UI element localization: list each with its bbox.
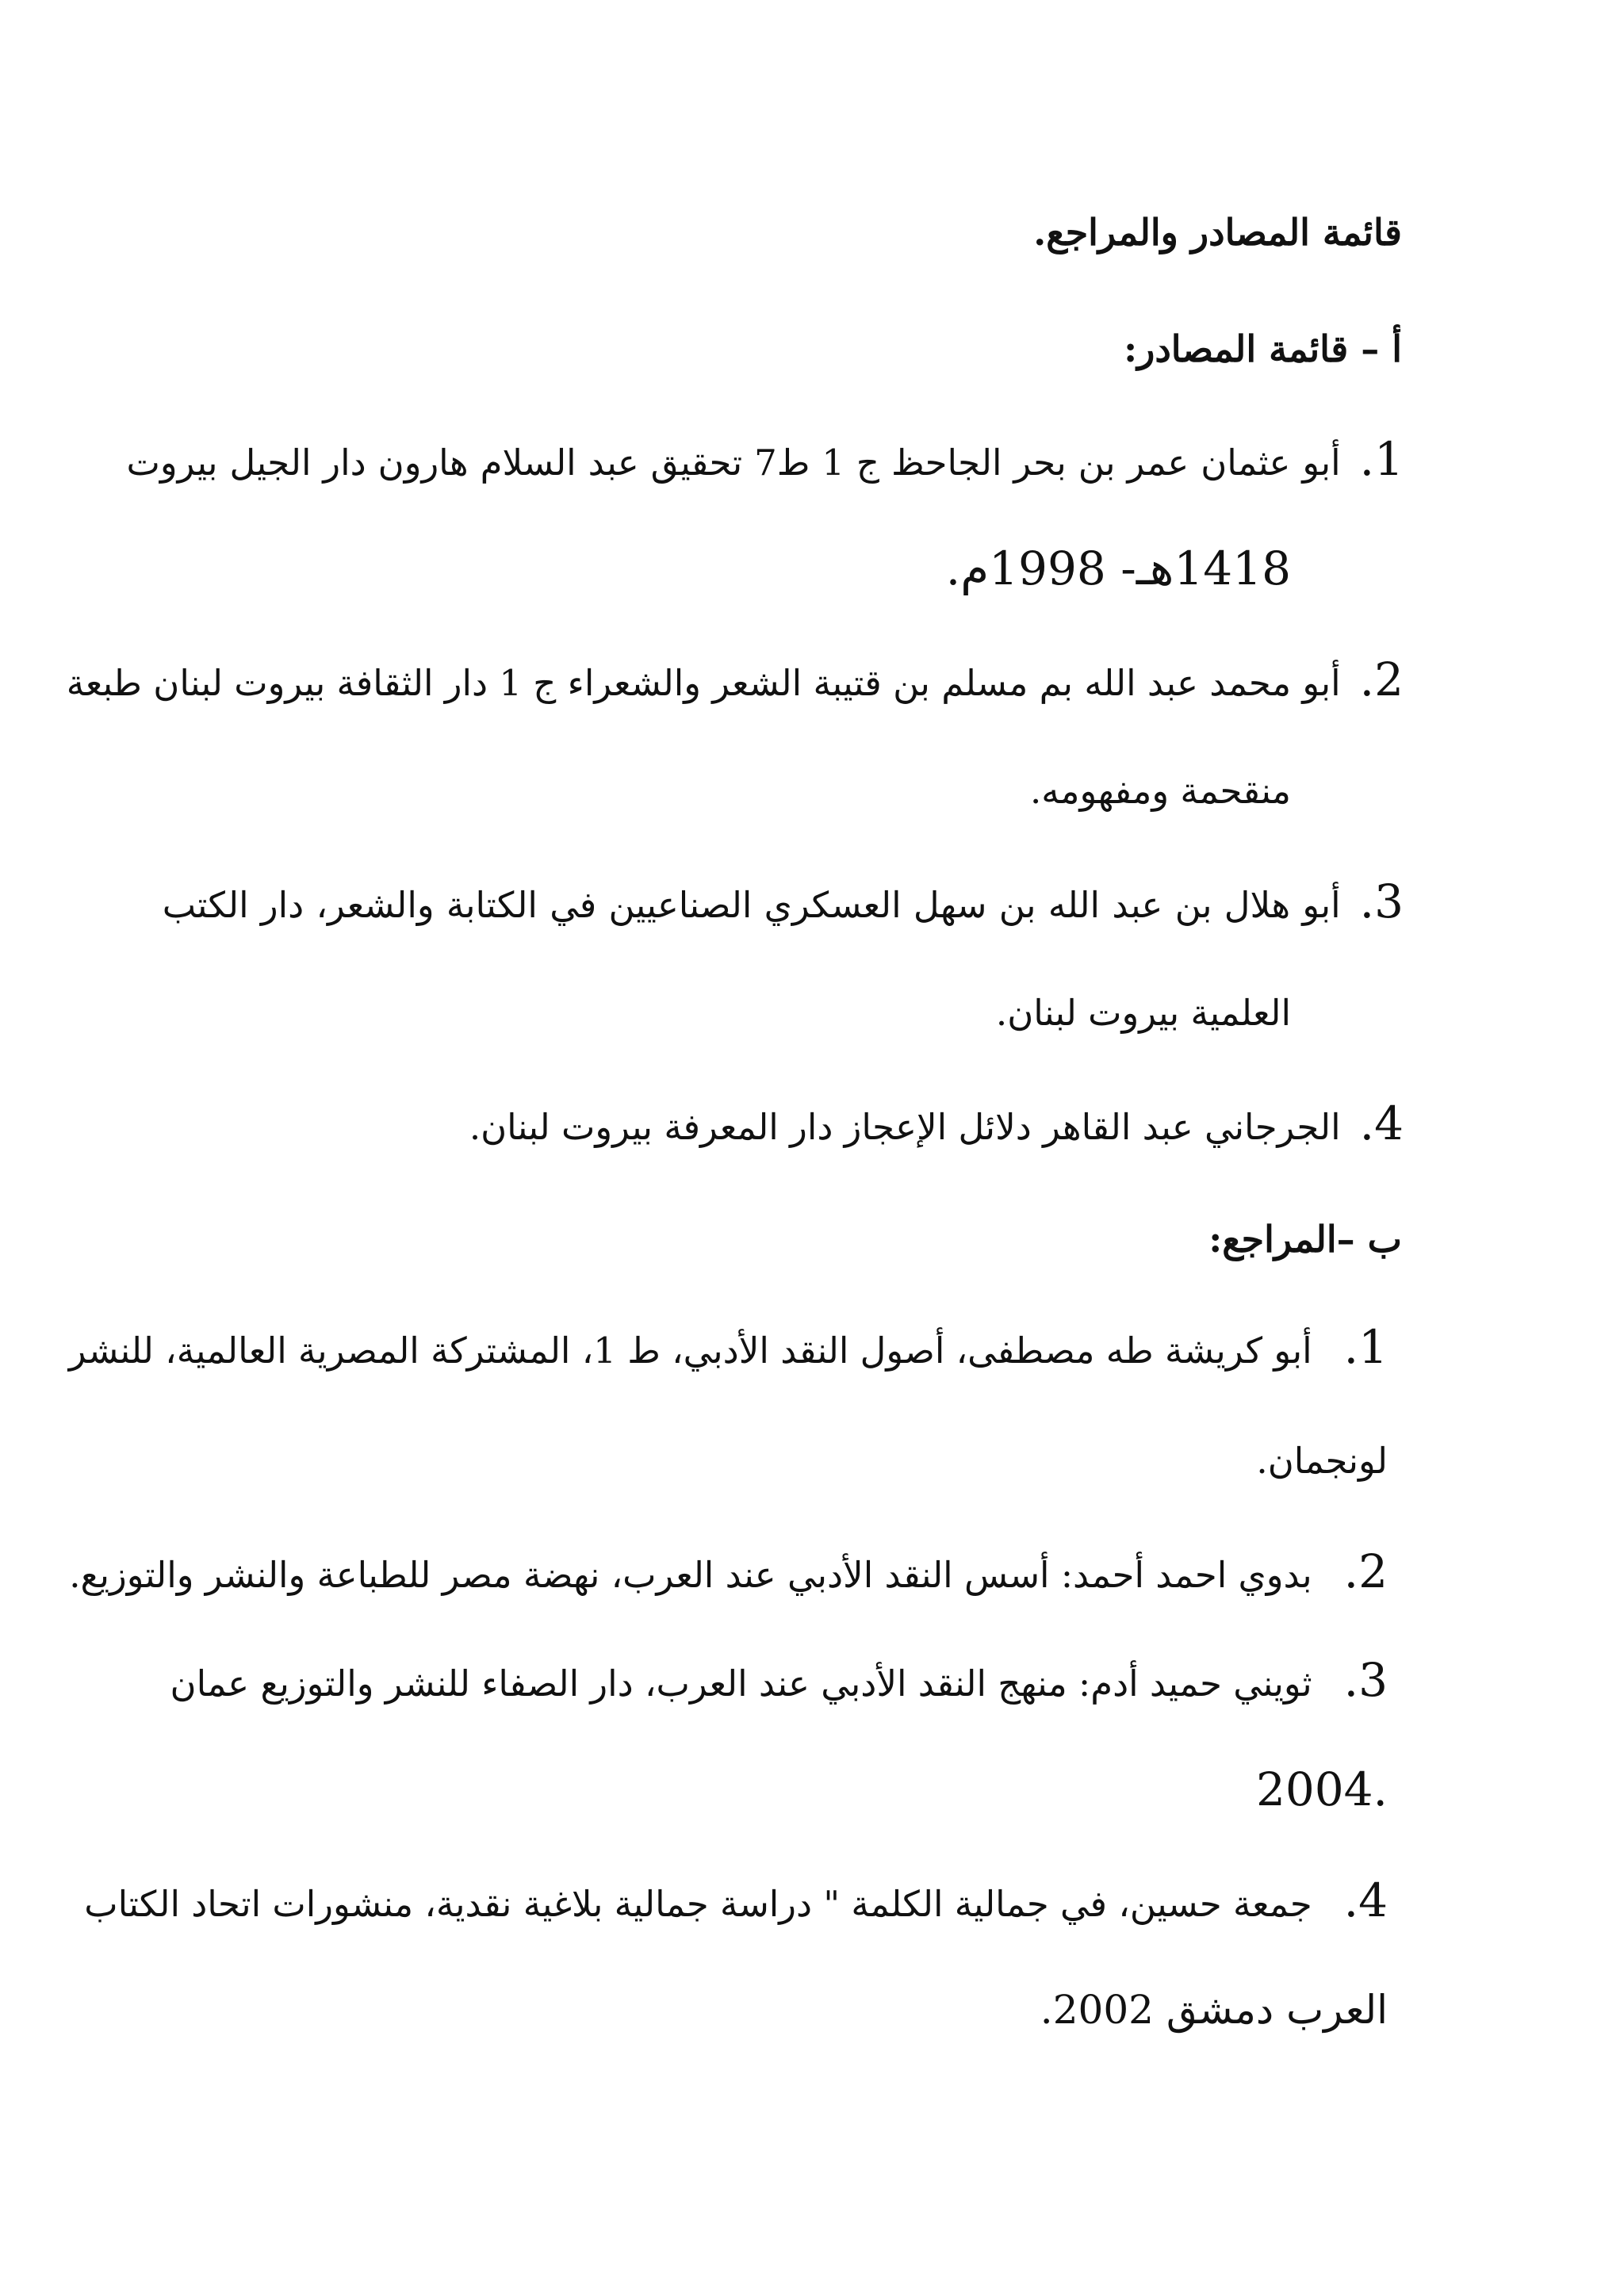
list-item: [84, 1873, 1388, 1927]
item-number: 1.: [1343, 1320, 1388, 1374]
item-text: أبو عثمان عمر بن بحر الجاحظ ج 1 ط7 تحقيق عبد السلام هارون دار الجيل بيروت: [126, 442, 1341, 484]
item-text: الجرجاني عبد القاهر دلائل الإعجاز دار المعرفة بيروت لبنان.: [469, 1106, 1341, 1148]
item-number: 2.: [1343, 1544, 1388, 1598]
item-number: 1.: [1359, 432, 1404, 486]
list-item: [126, 432, 1404, 486]
item-number: 3.: [1359, 874, 1404, 928]
page-title: قائمة المصادر والمراجع.: [1033, 211, 1402, 254]
item-continuation: العرب دمشق 2002.: [1040, 1987, 1388, 2033]
item-continuation: لونجمان.: [1256, 1440, 1388, 1482]
item-number: 3.: [1343, 1653, 1388, 1707]
item-number: 4.: [1359, 1096, 1404, 1150]
list-item: [170, 1653, 1388, 1707]
list-item: [469, 1096, 1404, 1150]
item-continuation: 2004.: [1255, 1762, 1388, 1816]
item-continuation: منقحمة ومفهومه.: [1029, 770, 1291, 812]
list-item: [66, 652, 1404, 706]
item-number: 2.: [1359, 652, 1404, 706]
list-item: [69, 1544, 1388, 1598]
item-text: ثويني حميد أدم: منهج النقد الأدبي عند العرب، دار الصفاء للنشر والتوزيع عمان: [170, 1663, 1312, 1705]
item-continuation: 1418هـ- 1998م.: [945, 541, 1291, 595]
item-text: أبو محمد عبد الله بم مسلم بن قتيبة الشعر والشعراء ج 1 دار الثقافة بيروت لبنان طبعة: [66, 662, 1341, 704]
item-text: أبو هلال بن عبد الله بن سهل العسكري الصناعيين في الكتابة والشعر، دار الكتب: [162, 884, 1341, 926]
list-item: [68, 1320, 1388, 1374]
item-number: 4.: [1343, 1873, 1388, 1927]
list-item: [162, 874, 1404, 928]
item-text: بدوي احمد أحمد: أسس النقد الأدبي عند العرب، نهضة مصر للطباعة والنشر والتوزيع.: [69, 1554, 1312, 1596]
item-text: جمعة حسين، في جمالية الكلمة " دراسة جمالية بلاغية نقدية، منشورات اتحاد الكتاب: [84, 1883, 1312, 1925]
sources-heading: أ – قائمة المصادر:: [1124, 327, 1402, 370]
item-text: أبو كريشة طه مصطفى، أصول النقد الأدبي، ط 1، المشتركة المصرية العالمية، للنشر: [68, 1330, 1312, 1372]
item-continuation: العلمية بيروت لبنان.: [995, 992, 1291, 1034]
references-heading: ب –المراجع:: [1208, 1218, 1402, 1261]
